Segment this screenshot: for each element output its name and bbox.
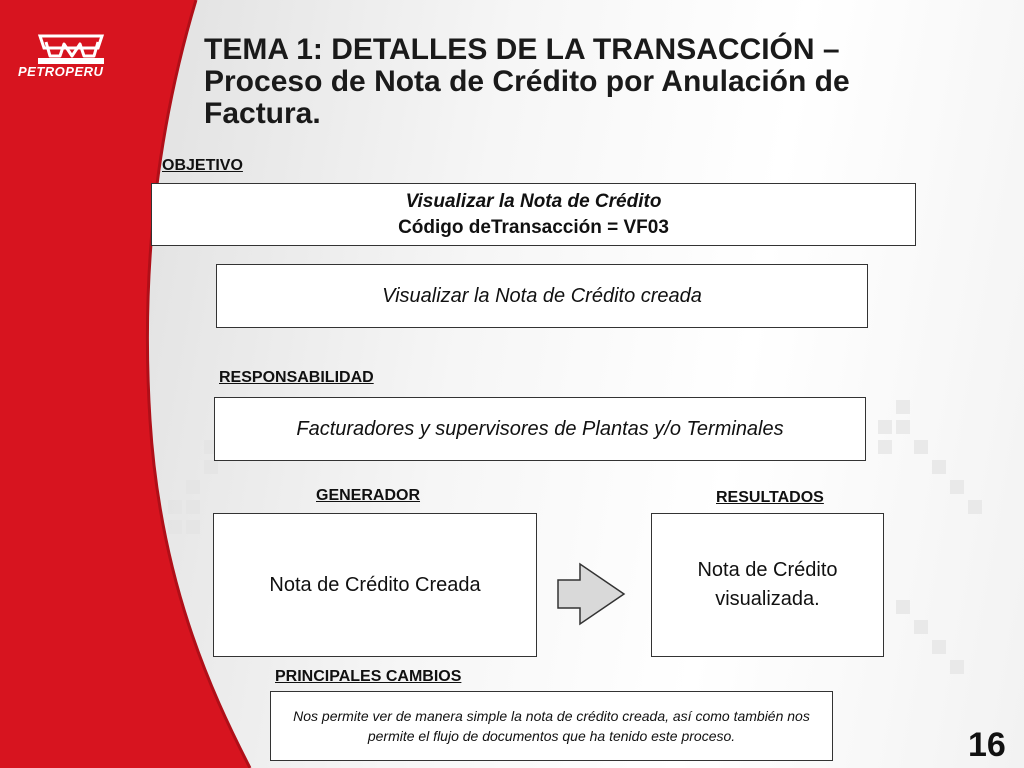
page-number: 16 (968, 726, 1006, 764)
objetivo-detail-box (216, 264, 868, 328)
generador-label: GENERADOR (316, 487, 421, 504)
objetivo-box (151, 183, 916, 246)
logo-text: PETROPERU (18, 64, 104, 79)
page-title: TEMA 1: DETALLES DE LA TRANSACCIÓN – Proceso de Nota de Crédito por Anulación de Factura. (204, 33, 850, 130)
resultados-label: RESULTADOS (716, 489, 824, 506)
objetivo-detail-text: Visualizar la Nota de Crédito creada (382, 284, 702, 307)
arrow-right-icon (556, 562, 628, 626)
objetivo-label: OBJETIVO (162, 157, 243, 174)
principales-cambios-text: Nos permite ver de manera simple la nota de crédito creada, así como también nos permite el flujo de documentos que ha tenido este proceso. (293, 708, 810, 744)
objetivo-line2: Código deTransacción = VF03 (398, 216, 669, 238)
principales-cambios-box (270, 691, 833, 761)
resultados-box (651, 513, 884, 657)
generador-text: Nota de Crédito Creada (269, 573, 481, 596)
principales-cambios-label: PRINCIPALES CAMBIOS (275, 668, 462, 685)
responsabilidad-box (214, 397, 866, 461)
generador-box (213, 513, 537, 657)
resultados-text: Nota de Crédito visualizada. (697, 559, 838, 610)
responsabilidad-text: Facturadores y supervisores de Plantas y/o Terminales (296, 417, 784, 440)
responsabilidad-label: RESPONSABILIDAD (219, 369, 374, 386)
objetivo-line1: Visualizar la Nota de Crédito (405, 190, 662, 212)
